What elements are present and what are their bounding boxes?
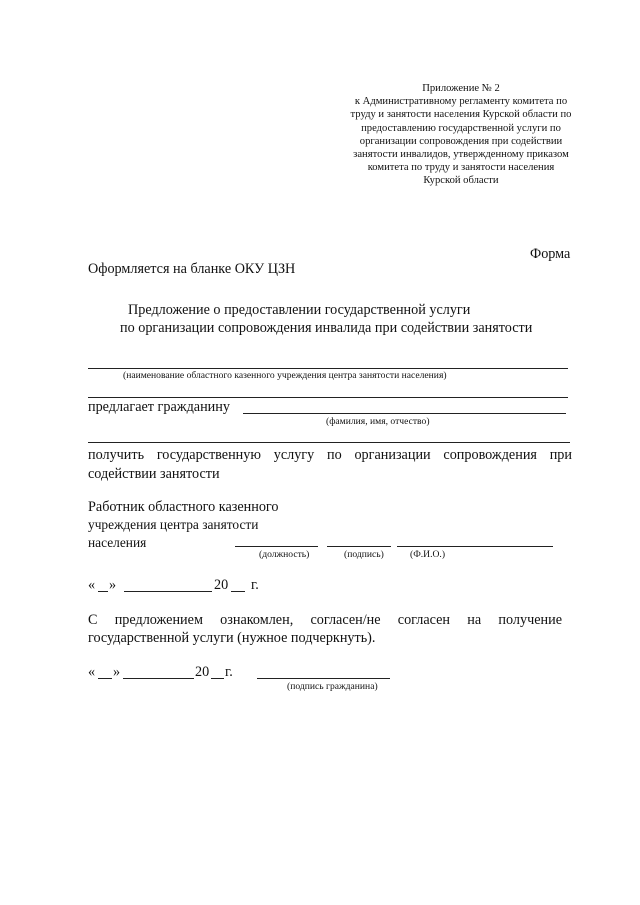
form-label: Форма [530,246,571,262]
form-title-line1: Предложение о предоставлении государственной услуги [128,302,471,318]
citizen-signature-line[interactable] [257,678,390,679]
appendix-line: комитета по труду и занятости населения [367,162,555,174]
date2-month-line[interactable] [123,678,194,679]
offer-text-line2: содействии занятости [88,466,220,482]
institution-name-caption: (наименование областного казенного учреждения центра занятости населения) [123,370,447,381]
date1-year-suffix: г. [251,577,259,593]
appendix-line: труду и занятости населения Курской области по [350,109,572,121]
date1-year-line[interactable] [231,591,245,592]
signature-caption: (подпись) [344,549,384,560]
date1-open-quote: « [88,577,96,593]
blank-note: Оформляется на бланке ОКУ ЦЗН [88,261,296,277]
date2-close-quote: » [113,664,121,680]
offer-text-line1: получить государственную услугу по организации сопровождения при [88,447,572,463]
appendix-line: занятости инвалидов, утвержденному приказом [353,149,569,161]
citizen-signature-caption: (подпись гражданина) [287,681,378,692]
fio-caption: (Ф.И.О.) [410,549,446,560]
offer-label: предлагает гражданину [88,399,230,415]
date2-year-line[interactable] [211,678,224,679]
appendix-line: к Административному регламенту комитета по [354,96,568,108]
consent-line1: С предложением ознакомлен, согласен/не согласен на получение [88,612,562,628]
position-caption: (должность) [259,549,310,560]
date2-open-quote: « [88,664,96,680]
appendix-header [330,82,592,188]
form-title-line2: по организации сопровождения инвалида при содействии занятости [120,320,533,336]
consent-line2: государственной услуги (нужное подчеркнуть). [88,630,376,646]
position-line[interactable] [235,546,318,547]
appendix-line: Курской области [423,175,499,187]
institution-name-line-2[interactable] [88,397,568,398]
date2-day-line[interactable] [98,678,112,679]
citizen-name-caption: (фамилия, имя, отчество) [326,416,430,427]
date1-month-line[interactable] [124,591,212,592]
institution-name-line[interactable] [88,368,568,369]
date2-year-prefix: 20 [195,664,210,680]
signature-line[interactable] [327,546,391,547]
appendix-line: Приложение № 2 [422,83,500,94]
appendix-line: предоставлению государственной услуги по [361,122,561,134]
citizen-name-line[interactable] [243,413,566,414]
worker-line1: Работник областного казенного [88,499,279,515]
worker-line3: населения [88,535,147,550]
fio-line[interactable] [397,546,553,547]
date1-year-prefix: 20 [214,577,229,593]
appendix-line: организации сопровождения при содействии [359,135,563,147]
date2-year-suffix: г. [225,664,233,680]
date1-day-line[interactable] [98,591,108,592]
citizen-name-line-2[interactable] [88,442,570,443]
date1-close-quote: » [109,577,117,593]
worker-line2: учреждения центра занятости [88,517,259,532]
